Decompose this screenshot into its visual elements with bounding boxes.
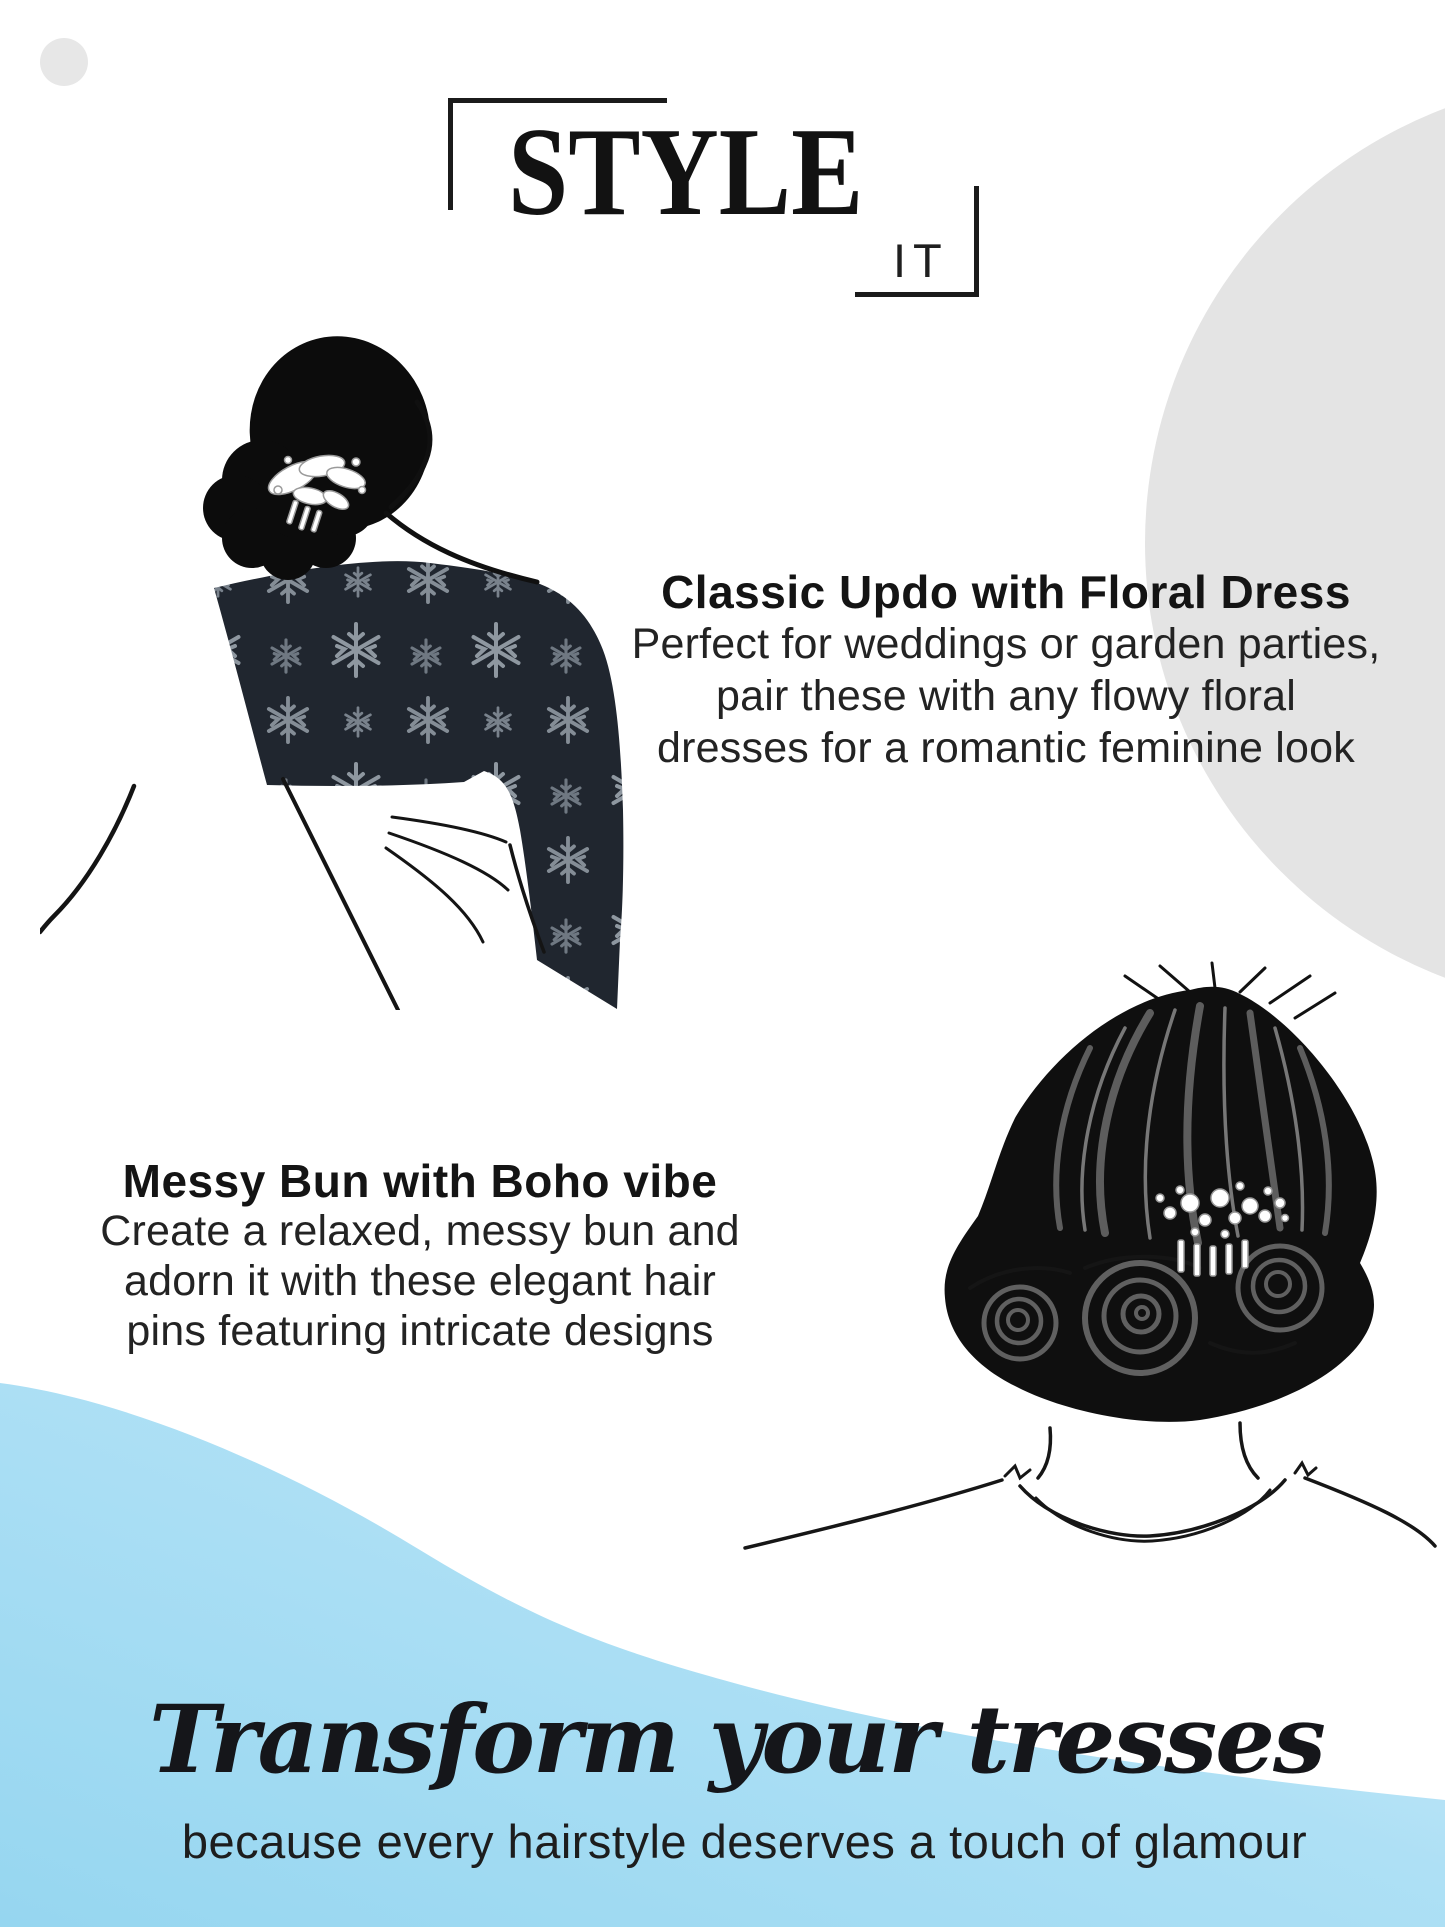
saree-drape-folds [283,779,544,1010]
blouse [214,561,623,1009]
decorative-circle-large [1145,78,1445,1008]
section-heading: Classic Updo with Floral Dress [661,566,1351,618]
section-body-line: pair these with any flowy floral [716,672,1296,720]
logo-subtitle: IT [893,234,949,287]
saree-back-outline [40,786,134,932]
section-messy-bun [60,1156,780,1356]
section-body-line: pins featuring intricate designs [126,1307,714,1355]
section-body-line: dresses for a romantic feminine look [657,724,1355,772]
section-body-line: adorn it with these elegant hair [123,1257,717,1305]
section-classic-updo [568,566,1444,774]
logo-title: STYLE [508,103,864,242]
section-body-line: Create a relaxed, messy bun and [100,1207,740,1255]
section-heading: Messy Bun with Boho vibe [122,1155,718,1207]
section-body-line: Perfect for weddings or garden parties, [631,620,1381,668]
classic-updo-illustration [40,330,660,1010]
footer-tagline: because every hairstyle deserves a touch of glamour [181,1815,1308,1868]
footer-script-line: Transform your tresses [149,1685,1324,1795]
decorative-circle-small [40,38,88,86]
